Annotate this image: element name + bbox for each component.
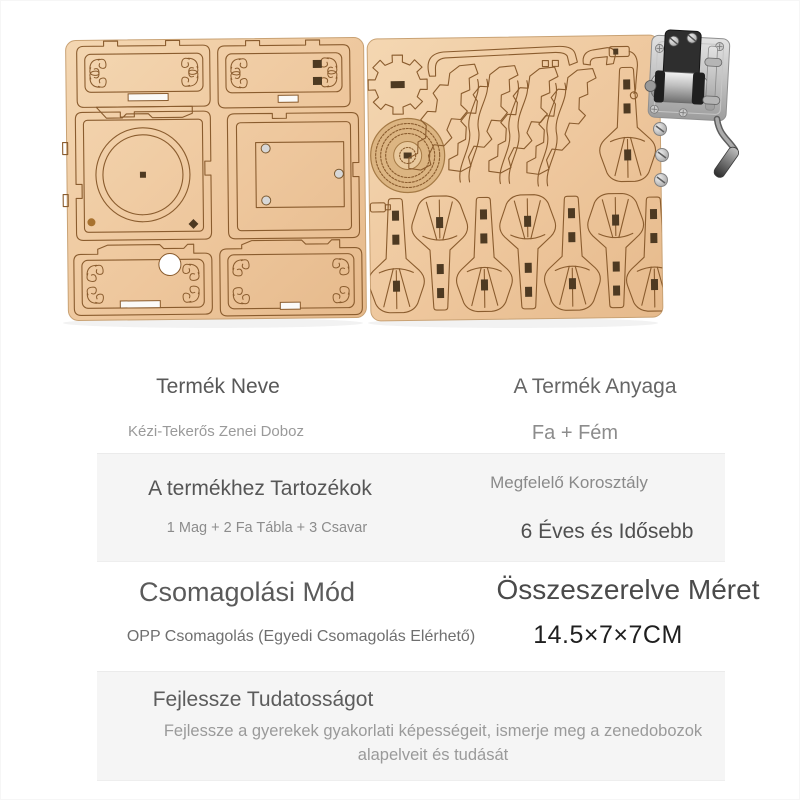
material-value: Fa + Fém xyxy=(531,422,619,444)
wood-panel-left xyxy=(62,37,367,320)
screws xyxy=(654,123,669,187)
spec-band-accessories-age xyxy=(97,453,725,562)
size-value: 14.5×7×7CM xyxy=(533,621,683,649)
age-label: Megfelelő Korosztály xyxy=(490,473,648,492)
accessories-label: A termékhez Tartozékok xyxy=(148,477,372,500)
product-name-label: Termék Neve xyxy=(156,375,280,398)
product-name-value: Kézi-Tekerős Zenei Doboz xyxy=(128,423,304,440)
material-label: A Termék Anyaga xyxy=(513,375,677,398)
product-photo xyxy=(1,1,800,349)
size-label: Összeszerelve Méret xyxy=(496,574,760,605)
accessories-value: 1 Mag + 2 Fa Tábla + 3 Csavar xyxy=(166,520,368,536)
music-box-mechanism xyxy=(643,29,730,121)
packaging-value: OPP Csomagolás (Egyedi Csomagolás Elérhető) xyxy=(126,628,476,645)
packaging-label: Csomagolási Mód xyxy=(138,577,356,607)
wood-panel-right xyxy=(365,35,683,321)
age-value: 6 Éves és Idősebb xyxy=(520,520,694,543)
awareness-value: Fejlessze a gyerekek gyakorlati képességeit, ismerje meg a zenedobozok alapelveit és tudását xyxy=(163,722,703,764)
awareness-label: Fejlessze Tudatosságot xyxy=(152,688,374,711)
kit-part-disc xyxy=(370,118,445,193)
crank-handle xyxy=(712,119,741,179)
